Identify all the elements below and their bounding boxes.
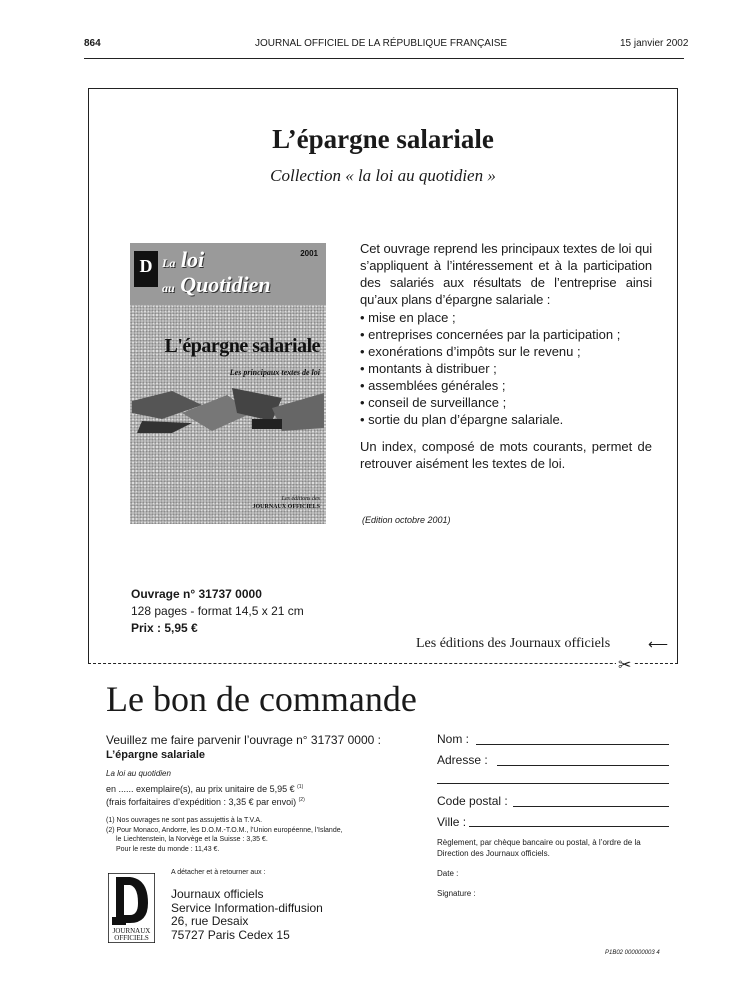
date-label: Date : [437, 869, 459, 878]
cover-collage-image [132, 383, 324, 433]
cover-subtitle: Les principaux textes de loi [229, 368, 320, 377]
adresse-field-line2[interactable] [437, 783, 669, 784]
list-item: • sortie du plan d’épargne salariale. [360, 411, 620, 428]
topics-list [360, 309, 620, 428]
list-item: • entreprises concernées par la participation ; [360, 326, 620, 343]
code-postal-field-label: Code postal : [437, 794, 508, 808]
collection-subtitle: Collection « la loi au quotidien » [270, 166, 496, 185]
scissors-icon: ✂ [618, 657, 632, 674]
ville-field[interactable] [469, 826, 669, 827]
list-item: • conseil de surveillance ; [360, 394, 620, 411]
reference-code: P1B02 000000003 4 [605, 950, 660, 956]
payment-instructions: Règlement, par chèque bancaire ou postal, à l’ordre de la Direction des Journaux officiels. [437, 838, 641, 858]
shipping-line: (frais forfaitaires d’expédition : 3,35 € par envoi) $^{(2)}$ [106, 797, 305, 807]
journal-title: JOURNAL OFFICIEL DE LA RÉPUBLIQUE FRANÇAISE [255, 38, 508, 49]
issue-date: 15 janvier 2002 [620, 38, 689, 49]
footnotes: (1) Nos ouvrages ne sont pas assujettis à la T.V.A. (2) Pour Monaco, Andorre, les D.O.M.-T.O.M., l’Union européenne, l’Islande, le Liechtenstein, la Norvège et la Suisse : 3,35 €. Pour le reste du monde : 11,43 €. [106, 817, 343, 853]
nom-field[interactable] [476, 744, 669, 745]
cover-publisher: Les éditions des JOURNAUX OFFICIELS [252, 496, 320, 510]
ville-field-label: Ville : [437, 815, 467, 829]
publisher-line: Les éditions des Journaux officiels [416, 636, 611, 651]
nom-field-label: Nom : [437, 732, 470, 746]
cover-series-title: La loi au Quotidien [162, 247, 271, 297]
book-title: L’épargne salariale [272, 124, 494, 154]
product-reference [131, 586, 304, 637]
price: Prix : 5,95 € [131, 621, 198, 635]
cover-title: L'épargne salariale [164, 335, 320, 357]
book-cover-image [130, 243, 326, 524]
adresse-field-label: Adresse : [437, 753, 488, 767]
book-description: Cet ouvrage reprend les principaux textes de loi qui s’appliquent à l’intéressement et à la participation des salariés aux résultats de l’entreprise ainsi qu’aux plans d’épargne salariale : [360, 241, 652, 307]
list-item: • assemblées générales ; [360, 377, 620, 394]
edition-note: (Edition octobre 2001) [362, 515, 451, 525]
arrow-left-icon: ⟵ [648, 636, 669, 652]
svg-text:OFFICIELS: OFFICIELS [114, 934, 149, 942]
signature-label: Signature : [437, 889, 476, 898]
order-intro: Veuillez me faire parvenir l’ouvrage n° 31737 0000 : [106, 733, 381, 747]
page-number: 864 [84, 38, 101, 49]
list-item: • mise en place ; [360, 309, 620, 326]
quantity-line: en ...... exemplaire(s), au prix unitaire de 5,95 € $^{(1)}$ [106, 784, 304, 794]
jo-logo-icon: D [134, 251, 158, 287]
order-book-title: L’épargne salariale [106, 749, 206, 761]
header-rule [84, 58, 684, 59]
svg-text:JOURNAUX: JOURNAUX [112, 927, 151, 935]
adresse-field[interactable] [497, 765, 669, 766]
order-form-title: Le bon de commande [106, 679, 417, 719]
cover-year: 2001 [300, 249, 318, 258]
detach-instruction: A détacher et à retourner aux : [171, 869, 266, 876]
code-postal-field[interactable] [513, 806, 669, 807]
list-item: • exonérations d’impôts sur le revenu ; [360, 343, 620, 360]
format-line: 128 pages - format 14,5 x 21 cm [131, 604, 304, 618]
ouvrage-number: Ouvrage n° 31737 0000 [131, 587, 262, 601]
list-item: • montants à distribuer ; [360, 360, 620, 377]
order-collection: La loi au quotidien [106, 769, 171, 778]
return-address: Journaux officiels Service Information-diffusion 26, rue Desaix 75727 Paris Cedex 15 [171, 887, 323, 942]
journaux-officiels-logo [108, 873, 155, 943]
index-description: Un index, composé de mots courants, permet de retrouver aisément les textes de loi. [360, 439, 652, 471]
cut-line [88, 663, 678, 664]
